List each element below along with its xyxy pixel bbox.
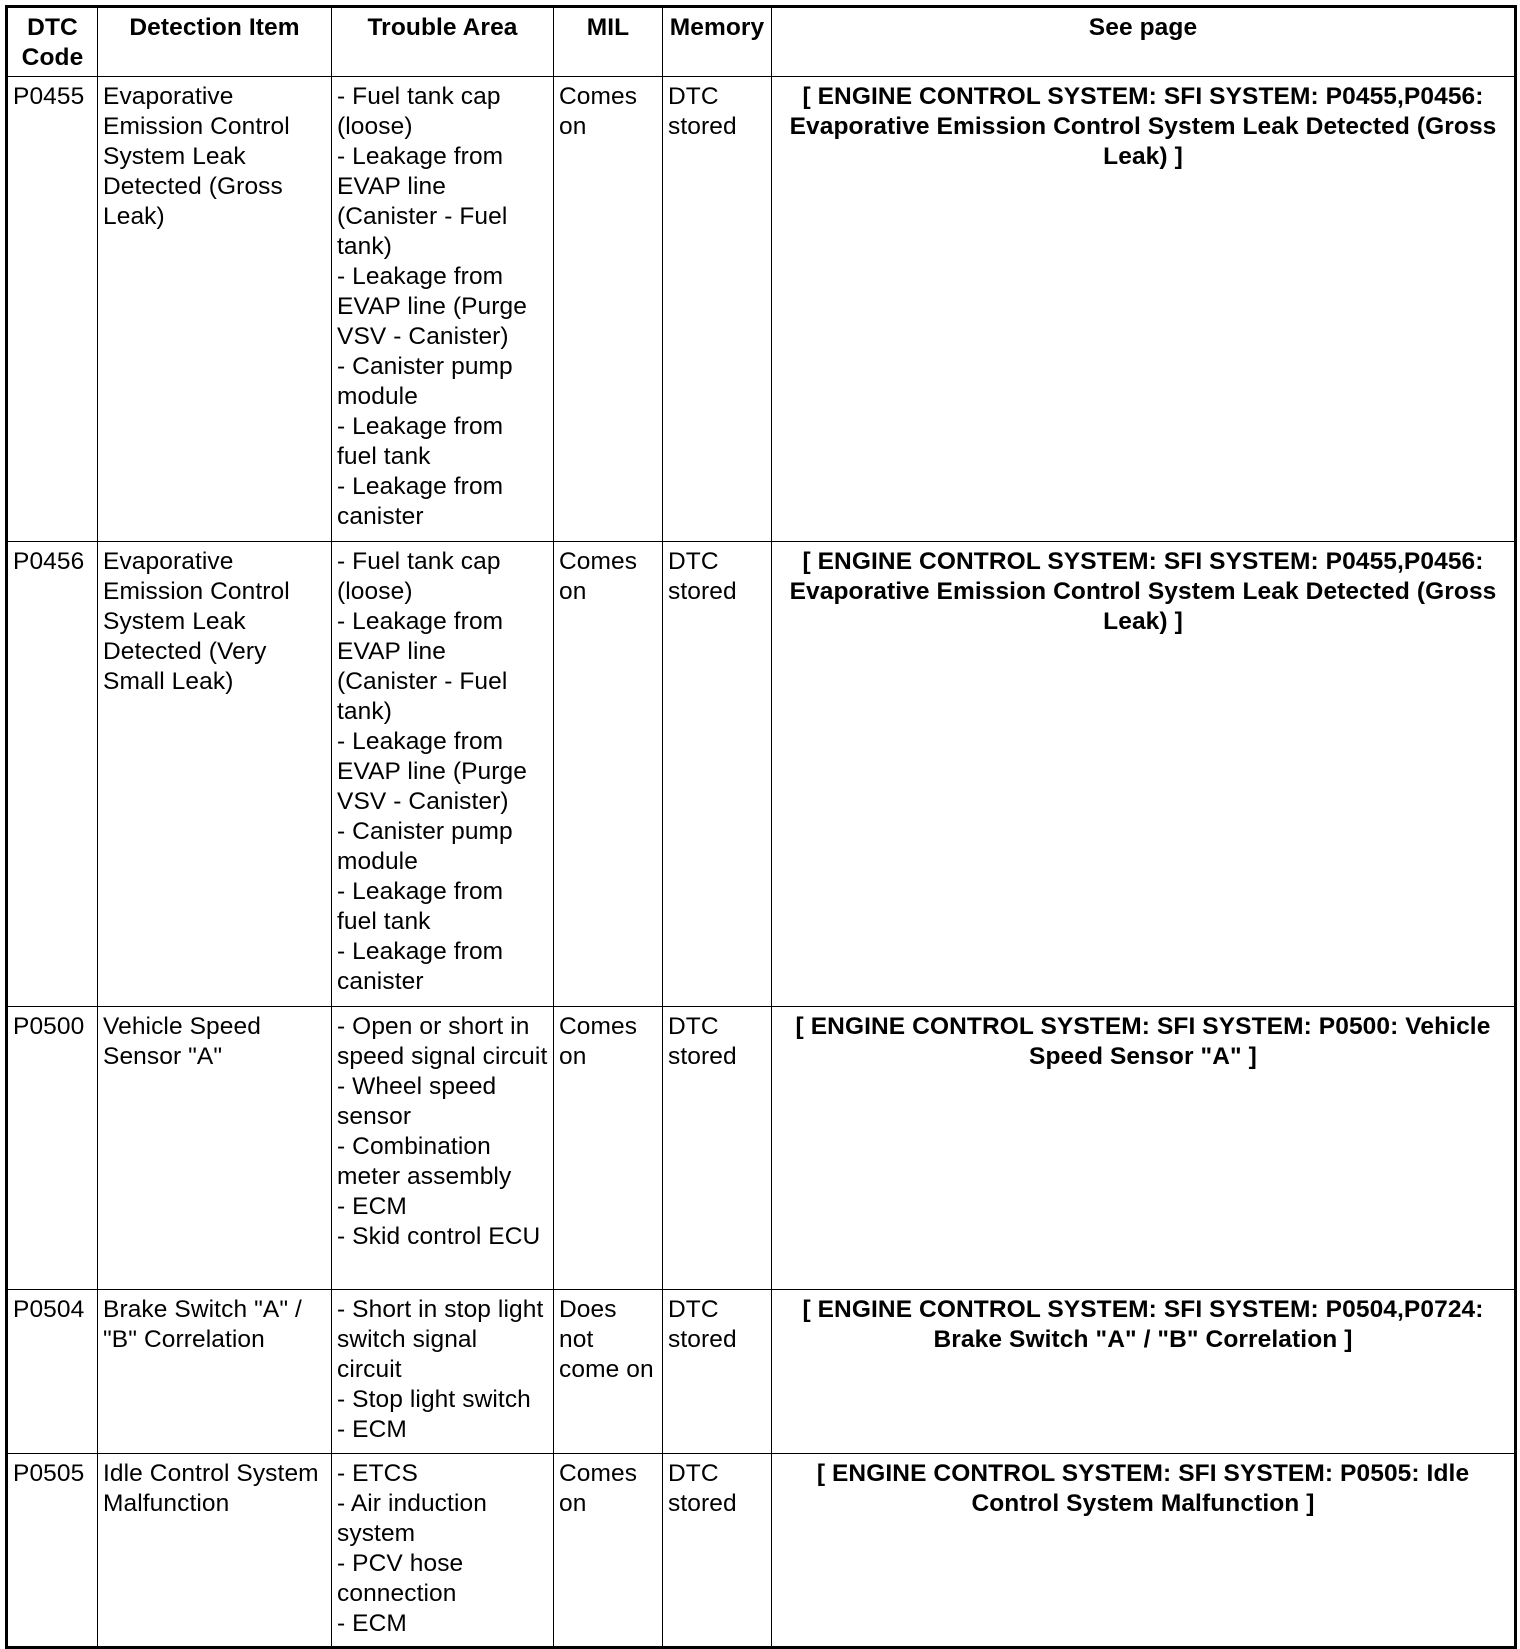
dtc-table (5, 5, 1517, 1649)
detection-item-cell: Evaporative Emission Control System Leak Detected (Very Small Leak) (98, 542, 332, 1007)
trouble-area-item: - Short in stop light switch signal circuit (337, 1296, 544, 1383)
mil-cell: Comes on (554, 542, 663, 1007)
trouble-area-item: - Stop light switch (337, 1386, 531, 1413)
header-row (7, 7, 1516, 77)
table-row (7, 1454, 1516, 1648)
trouble-area-cell (332, 77, 554, 542)
trouble-area-item: - Air induction system (337, 1490, 487, 1547)
trouble-area-cell (332, 1290, 554, 1454)
trouble-area-item: - ECM (337, 1416, 407, 1443)
dtc-code-cell: P0456 (7, 542, 98, 1007)
header-dtc-code (7, 7, 98, 77)
trouble-area-item: - Leakage from canister (337, 938, 504, 995)
see-page-link[interactable]: [ ENGINE CONTROL SYSTEM: SFI SYSTEM: P0455,P0456: Evaporative Emission Control System Leak Detected (Gross Leak) ] (772, 77, 1516, 542)
table-row (7, 1290, 1516, 1454)
header-memory: Memory (663, 7, 772, 77)
trouble-area-item: - Wheel speed sensor (337, 1073, 497, 1130)
trouble-area-item: - Canister pump module (337, 353, 513, 410)
trouble-area-item: - Fuel tank cap (loose) (337, 548, 501, 605)
trouble-area-item: - Leakage from fuel tank (337, 413, 504, 470)
detection-item-cell: Brake Switch "A" / "B" Correlation (98, 1290, 332, 1454)
see-page-link[interactable]: [ ENGINE CONTROL SYSTEM: SFI SYSTEM: P0455,P0456: Evaporative Emission Control System Leak Detected (Gross Leak) ] (772, 542, 1516, 1007)
trouble-area-item: - ECM (337, 1610, 407, 1637)
trouble-area-cell (332, 1007, 554, 1290)
trouble-area-item: - Leakage from canister (337, 473, 504, 530)
mil-cell: Does not come on (554, 1290, 663, 1454)
trouble-area-item: - Open or short in speed signal circuit (337, 1013, 548, 1070)
trouble-area-item: - ECM (337, 1193, 407, 1220)
mil-cell: Comes on (554, 1007, 663, 1290)
dtc-code-cell: P0505 (7, 1454, 98, 1648)
memory-cell: DTC stored (663, 1290, 772, 1454)
dtc-code-cell: P0500 (7, 1007, 98, 1290)
memory-cell: DTC stored (663, 542, 772, 1007)
mil-cell: Comes on (554, 1454, 663, 1648)
trouble-area-item: - ETCS (337, 1460, 418, 1487)
see-page-link[interactable]: [ ENGINE CONTROL SYSTEM: SFI SYSTEM: P0504,P0724: Brake Switch "A" / "B" Correlation ] (772, 1290, 1516, 1454)
dtc-code-cell: P0455 (7, 77, 98, 542)
see-page-link[interactable]: [ ENGINE CONTROL SYSTEM: SFI SYSTEM: P0505: Idle Control System Malfunction ] (772, 1454, 1516, 1648)
trouble-area-item: - Fuel tank cap (loose) (337, 83, 501, 140)
header-mil: MIL (554, 7, 663, 77)
trouble-area-item: - Canister pump module (337, 818, 513, 875)
table-row (7, 1007, 1516, 1290)
memory-cell: DTC stored (663, 1454, 772, 1648)
trouble-area-cell (332, 1454, 554, 1648)
detection-item-cell: Evaporative Emission Control System Leak Detected (Gross Leak) (98, 77, 332, 542)
header-dtc-code-line2: Code (21, 44, 84, 71)
memory-cell: DTC stored (663, 1007, 772, 1290)
memory-cell: DTC stored (663, 77, 772, 542)
detection-item-cell: Idle Control System Malfunction (98, 1454, 332, 1648)
table-row (7, 542, 1516, 1007)
trouble-area-item: - PCV hose connection (337, 1550, 464, 1607)
trouble-area-item: - Leakage from fuel tank (337, 878, 504, 935)
header-see-page: See page (772, 7, 1516, 77)
trouble-area-item: - Skid control ECU (337, 1223, 541, 1250)
trouble-area-item: - Leakage from EVAP line (Purge VSV - Canister) (337, 263, 527, 350)
dtc-code-cell: P0504 (7, 1290, 98, 1454)
header-dtc-code-line1: DTC (27, 14, 78, 41)
trouble-area-item: - Leakage from EVAP line (Purge VSV - Canister) (337, 728, 527, 815)
trouble-area-item: - Leakage from EVAP line (Canister - Fuel tank) (337, 143, 508, 260)
trouble-area-cell (332, 542, 554, 1007)
detection-item-cell: Vehicle Speed Sensor "A" (98, 1007, 332, 1290)
trouble-area-item: - Combination meter assembly (337, 1133, 512, 1190)
see-page-link[interactable]: [ ENGINE CONTROL SYSTEM: SFI SYSTEM: P0500: Vehicle Speed Sensor "A" ] (772, 1007, 1516, 1290)
table-row (7, 77, 1516, 542)
header-detection-item: Detection Item (98, 7, 332, 77)
header-trouble-area: Trouble Area (332, 7, 554, 77)
trouble-area-item: - Leakage from EVAP line (Canister - Fuel tank) (337, 608, 508, 725)
mil-cell: Comes on (554, 77, 663, 542)
